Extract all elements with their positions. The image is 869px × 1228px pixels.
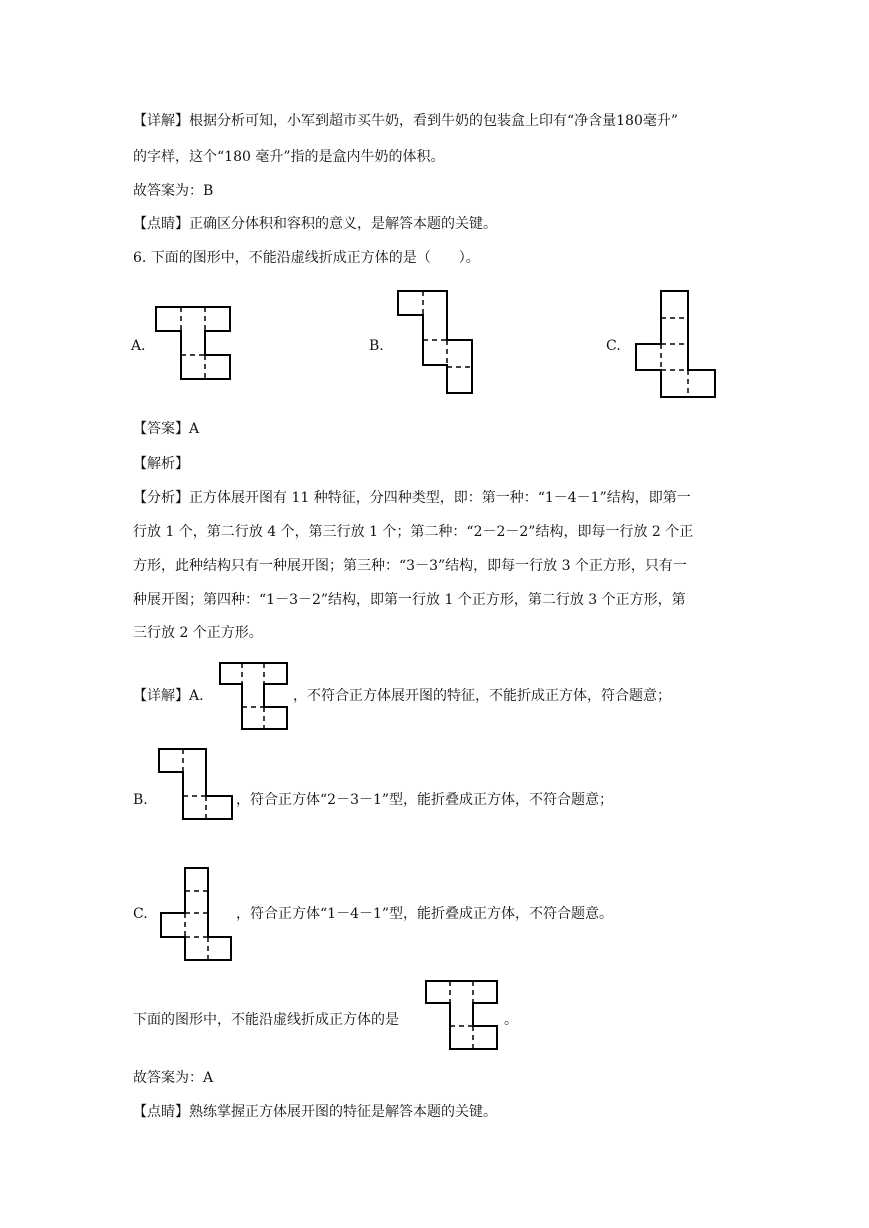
- analysis-line-5: 三行放 2 个正方形。: [133, 625, 263, 641]
- conclusion-suffix: 。: [504, 1012, 518, 1028]
- question-6: 6. 下面的图形中，不能沿虚线折成正方体的是（ ）。: [133, 250, 480, 266]
- detail-net-figure-a: [219, 662, 291, 732]
- final-tip: 【点睛】熟练掌握正方体展开图的特征是解答本题的关键。: [133, 1104, 497, 1120]
- tip-line-prev: 【点睛】正确区分体积和容积的意义，是解答本题的关键。: [133, 216, 497, 232]
- detail-b-text: ，符合正方体“2－3－1”型，能折叠成正方体，不符合题意；: [236, 792, 614, 808]
- answer-line: 【答案】A: [133, 421, 200, 437]
- analysis-line-3: 方形，此种结构只有一种展开图；第三种：“3－3”结构，即每一行放 3 个正方形，只有一: [133, 558, 687, 574]
- detail-net-figure-c: [160, 867, 234, 963]
- final-answer: 故答案为：A: [133, 1070, 214, 1086]
- detail-a-prefix: 【详解】A.: [133, 688, 204, 704]
- conclusion-net-figure: [425, 980, 501, 1052]
- net-figure-c: [635, 290, 719, 400]
- analysis-line-1: 【分析】正方体展开图有 11 种特征，分四种类型，即：第一种：“1－4－1”结构，即第一: [133, 490, 691, 506]
- option-b-label: B.: [369, 338, 384, 354]
- net-figure-a: [155, 306, 233, 382]
- detail-c-prefix: C.: [133, 906, 148, 922]
- option-c-label: C.: [606, 338, 621, 354]
- analysis-heading: 【解析】: [133, 456, 189, 472]
- answer-line-prev: 故答案为：B: [133, 183, 214, 199]
- detail-net-figure-b: [158, 748, 236, 822]
- detail-text-line-1: 【详解】根据分析可知，小军到超市买牛奶，看到牛奶的包装盒上印有“净含量180毫升”: [133, 113, 679, 129]
- analysis-line-2: 行放 1 个，第二行放 4 个，第三行放 1 个；第二种：“2－2－2”结构，即每一行放 2 个正: [133, 524, 694, 540]
- net-figure-b: [397, 290, 477, 396]
- detail-text-line-2: 的字样，这个“180 毫升”指的是盒内牛奶的体积。: [133, 149, 445, 165]
- detail-a-text: ，不符合正方体展开图的特征，不能折成正方体，符合题意；: [293, 688, 671, 704]
- detail-c-text: ，符合正方体“1－4－1”型，能折叠成正方体，不符合题意。: [236, 906, 614, 922]
- analysis-line-4: 种展开图；第四种：“1－3－2”结构，即第一行放 1 个正方形，第二行放 3 个正方形，第: [133, 592, 686, 608]
- conclusion-prefix: 下面的图形中，不能沿虚线折成正方体的是: [133, 1012, 399, 1028]
- option-a-label: A．: [131, 338, 156, 354]
- detail-b-prefix: B.: [133, 792, 148, 808]
